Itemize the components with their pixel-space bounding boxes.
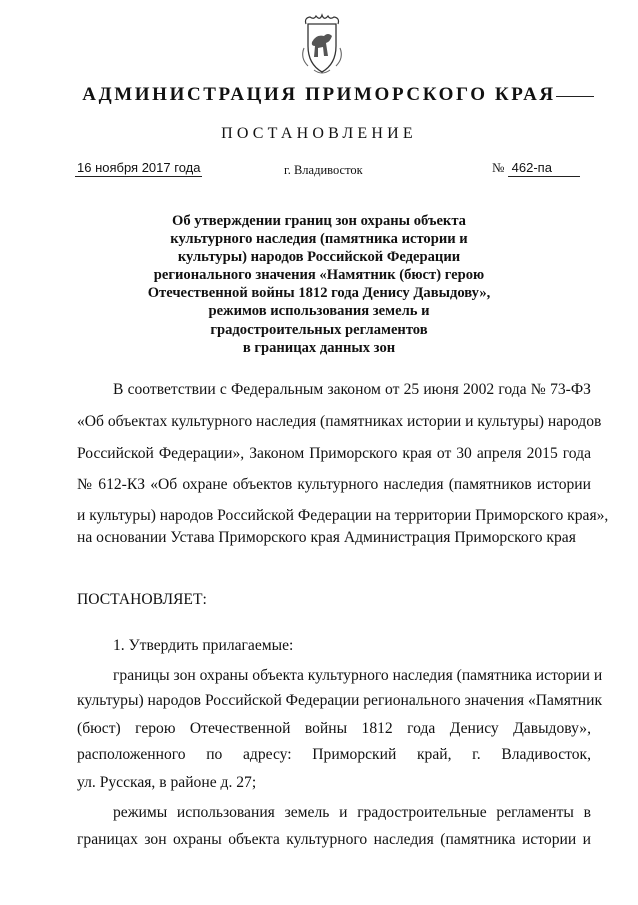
- item-text-line: границы зон охраны объекта культурного наследия (памятника истории и: [113, 667, 603, 684]
- document-type: ПОСТАНОВЛЕНИЕ: [221, 125, 417, 142]
- organization-name: АДМИНИСТРАЦИЯ ПРИМОРСКОГО КРАЯ: [82, 84, 556, 105]
- resolve-word: ПОСТАНОВЛЯЕТ:: [77, 591, 207, 608]
- preamble-line: № 612-КЗ «Об охране объектов культурного наследия (памятников истории: [77, 476, 591, 493]
- title-line: культуры) народов Российской Федерации: [177, 249, 461, 266]
- item-heading: 1. Утвердить прилагаемые:: [113, 637, 294, 654]
- item-text-line: расположенного по адресу: Приморский край, г. Владивосток,: [77, 746, 591, 763]
- preamble-line: В соответствии с Федеральным законом от 25 июня 2002 года № 73-ФЗ: [113, 381, 591, 398]
- coat-of-arms-icon: [294, 12, 350, 78]
- preamble-line: на основании Устава Приморского края Администрация Приморского края: [77, 529, 576, 546]
- title-line: Об утверждении границ зон охраны объекта: [172, 213, 466, 229]
- preamble-line: и культуры) народов Российской Федерации на территории Приморского края»,: [77, 507, 609, 524]
- title-line: регионального значения «Намятник (бюст) герою: [153, 267, 485, 284]
- title-line: градостроительных регламентов: [210, 321, 428, 338]
- number-prefix: №: [492, 160, 505, 175]
- document-date: 16 ноября 2017 года: [77, 160, 201, 175]
- title-line: режимов использования земель и: [208, 303, 430, 320]
- title-line: Отечественной войны 1812 года Денису Давыдову»,: [147, 285, 491, 302]
- document-city: г. Владивосток: [284, 163, 363, 177]
- preamble-line: Российской Федерации», Законом Приморского края от 30 апреля 2015 года: [77, 445, 591, 462]
- document-number: [492, 160, 580, 176]
- preamble-line: «Об объектах культурного наследия (памятниках истории и культуры) народов: [77, 413, 602, 430]
- item-text-line: режимы использования земель и градостроительные регламенты в: [113, 804, 591, 821]
- item-text-line: культуры) народов Российской Федерации регионального значения «Памятник: [77, 692, 603, 709]
- number-value: 462-па: [508, 160, 580, 177]
- document-title: [110, 212, 528, 357]
- item-text-line: границах зон охраны объекта культурного наследия (памятника истории и: [77, 831, 591, 848]
- header-rule: [556, 96, 594, 97]
- title-line: культурного наследия (памятника истории и: [170, 231, 468, 248]
- item-text-line: (бюст) герою Отечественной войны 1812 года Денису Давыдову»,: [77, 720, 591, 737]
- item-text-line: ул. Русская, в районе д. 27;: [77, 774, 257, 791]
- title-line: в границах данных зон: [242, 339, 396, 356]
